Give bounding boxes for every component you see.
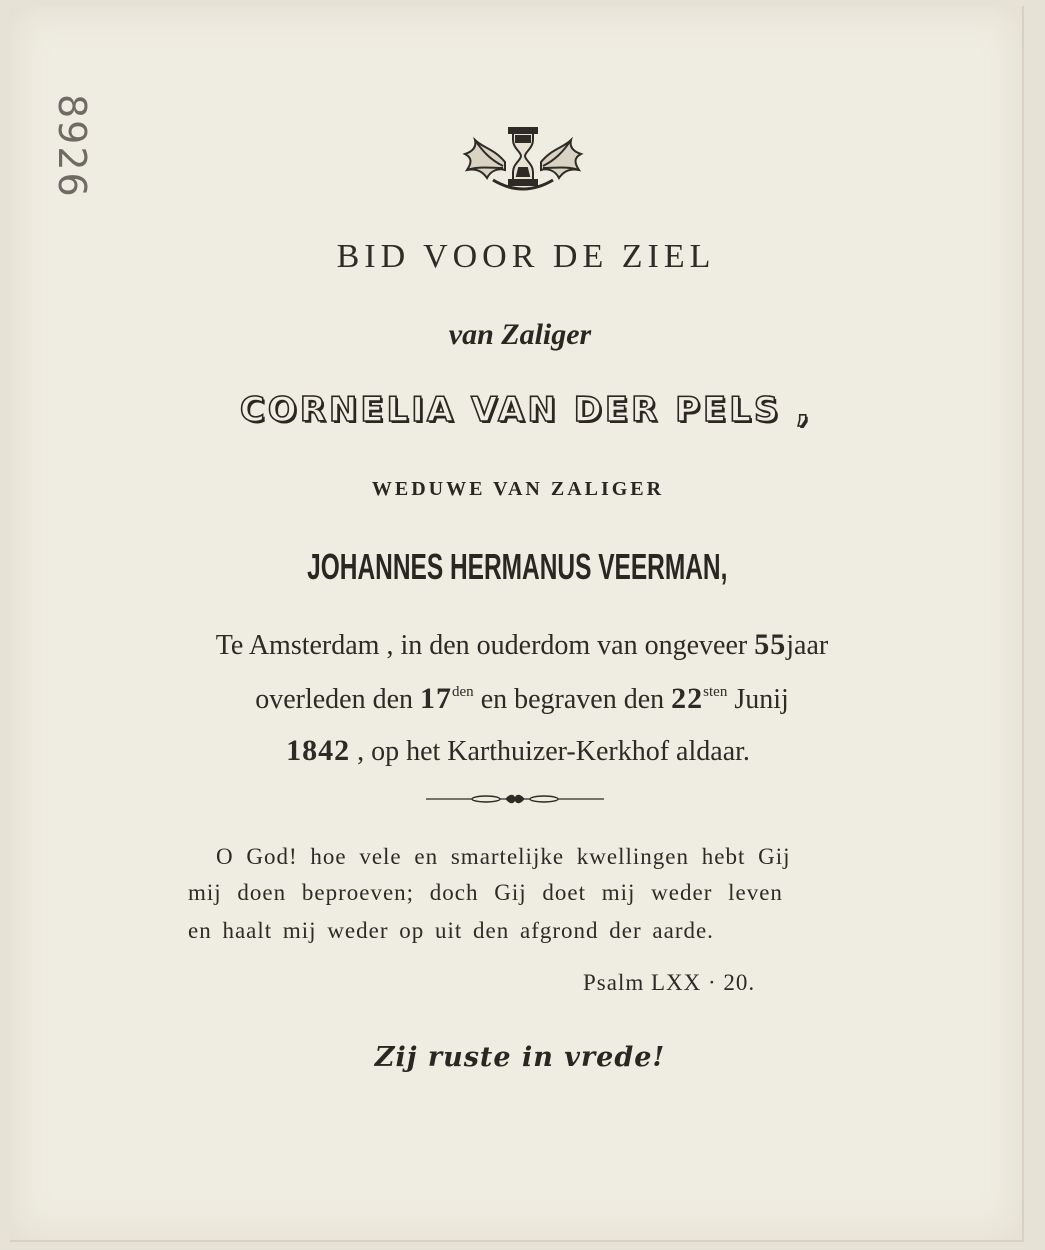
month-label: Junij bbox=[727, 684, 789, 715]
psalm-line-1: O God! hoe vele en smartelijke kwellingen hebt Gij bbox=[216, 844, 791, 869]
death-day-suffix: den bbox=[452, 684, 474, 700]
death-day: 17 bbox=[420, 682, 453, 715]
psalm-line-3: en haalt mij weder op uit den afgrond der aarde. bbox=[188, 918, 714, 943]
year: 1842 bbox=[286, 734, 351, 767]
age-line bbox=[16, 628, 1028, 662]
year-place-line bbox=[12, 734, 1024, 768]
pencil-inventory-number bbox=[36, 94, 106, 204]
memorial-card bbox=[10, 6, 1024, 1242]
age-number: 55 bbox=[754, 628, 787, 661]
dates-line bbox=[16, 682, 1028, 716]
cemetery-text: , op het Karthuizer-Kerkhof aldaar. bbox=[350, 736, 750, 767]
rest-in-peace: Zij ruste in vrede! bbox=[374, 1042, 666, 1073]
psalm-reference: Psalm LXX · 20. bbox=[583, 970, 756, 995]
hourglass-ornament-icon bbox=[453, 118, 593, 198]
husband-name: JOHANNES HERMANUS VEERMAN, bbox=[307, 546, 728, 587]
deceased-name: CORNELIA VAN DER PELS , bbox=[239, 390, 813, 430]
widow-of-label: WEDUWE VAN ZALIGER bbox=[371, 478, 665, 500]
buried-label: en begraven den bbox=[473, 684, 672, 715]
pencil-mark-text: 8926 bbox=[50, 94, 94, 199]
van-zaliger-label: van Zaliger bbox=[448, 318, 592, 351]
psalm-line-2: mij doen beproeven; doch Gij doet mij weder leven bbox=[188, 880, 783, 905]
age-line-text: Te Amsterdam , in den ouderdom van ongeveer bbox=[215, 630, 755, 661]
age-unit: jaar bbox=[786, 630, 829, 661]
scroll-divider-icon bbox=[426, 792, 604, 806]
burial-day: 22 bbox=[671, 682, 704, 715]
heading-pray-for-soul: BID VOOR DE ZIEL bbox=[336, 238, 716, 275]
died-label: overleden den bbox=[255, 684, 421, 715]
burial-day-suffix: sten bbox=[703, 684, 728, 700]
